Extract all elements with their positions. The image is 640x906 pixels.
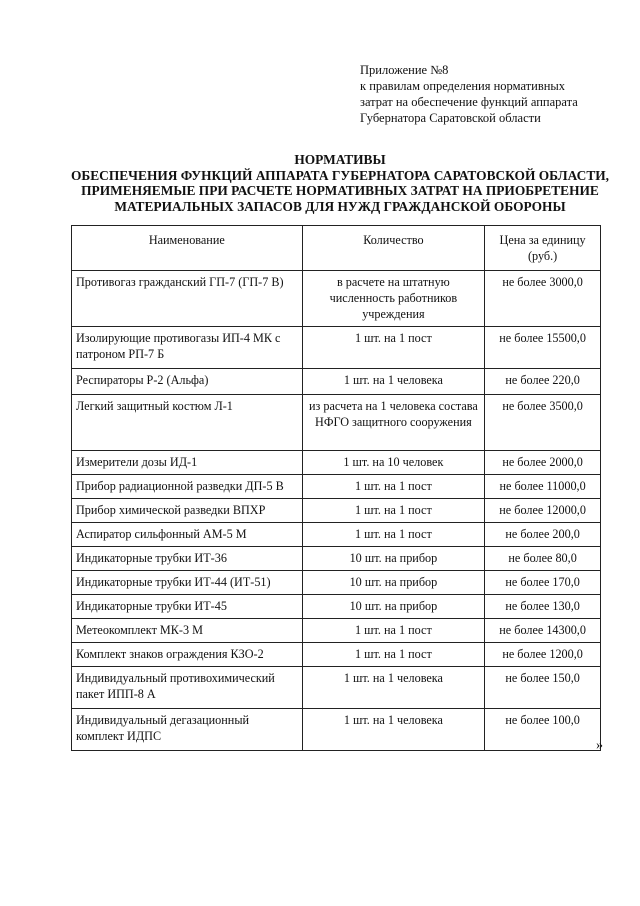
cell-quantity: в расчете на штатную численность работников учреждения	[302, 271, 485, 327]
table-row	[72, 451, 601, 475]
cell-name: Комплект знаков ограждения КЗО-2	[72, 643, 303, 667]
norms-table	[71, 225, 601, 751]
cell-price: не более 3500,0	[485, 395, 601, 451]
appendix-line: к правилам определения нормативных	[360, 79, 566, 93]
cell-price: не более 2000,0	[485, 451, 601, 475]
cell-price: не более 3000,0	[485, 271, 601, 327]
header-name: Наименование	[72, 226, 303, 271]
cell-price: не более 80,0	[485, 547, 601, 571]
cell-price: не более 12000,0	[485, 499, 601, 523]
cell-name: Индикаторные трубки ИТ-44 (ИТ-51)	[72, 571, 303, 595]
cell-name: Измерители дозы ИД-1	[72, 451, 303, 475]
cell-name: Легкий защитный костюм Л-1	[72, 395, 303, 451]
table-row	[72, 327, 601, 369]
title-line: ПРИМЕНЯЕМЫЕ ПРИ РАСЧЕТЕ НОРМАТИВНЫХ ЗАТРАТ НА ПРИОБРЕТЕНИЕ	[81, 183, 599, 198]
cell-name: Респираторы Р-2 (Альфа)	[72, 369, 303, 395]
cell-name: Метеокомплект МК-3 М	[72, 619, 303, 643]
cell-quantity: 10 шт. на прибор	[302, 595, 485, 619]
cell-quantity: 1 шт. на 1 пост	[302, 619, 485, 643]
table-row	[72, 667, 601, 709]
cell-price: не более 1200,0	[485, 643, 601, 667]
cell-price: не более 200,0	[485, 523, 601, 547]
cell-price: не более 11000,0	[485, 475, 601, 499]
title-line: ОБЕСПЕЧЕНИЯ ФУНКЦИЙ АППАРАТА ГУБЕРНАТОРА САРАТОВСКОЙ ОБЛАСТИ,	[70, 167, 610, 183]
cell-name: Прибор радиационной разведки ДП-5 В	[72, 475, 303, 499]
cell-name: Противогаз гражданский ГП-7 (ГП-7 В)	[72, 271, 303, 327]
cell-name: Аспиратор сильфонный АМ-5 М	[72, 523, 303, 547]
cell-quantity: 1 шт. на 1 человека	[302, 709, 485, 751]
cell-quantity: 1 шт. на 1 пост	[302, 523, 485, 547]
cell-quantity: 10 шт. на прибор	[302, 571, 485, 595]
cell-price: не более 100,0	[485, 709, 601, 751]
closing-quote-mark: »	[596, 738, 603, 753]
cell-price: не более 150,0	[485, 667, 601, 709]
cell-quantity: 1 шт. на 1 пост	[302, 643, 485, 667]
table-row	[72, 475, 601, 499]
appendix-note	[360, 62, 630, 126]
cell-price: не более 15500,0	[485, 327, 601, 369]
table-row	[72, 571, 601, 595]
cell-quantity: 1 шт. на 1 пост	[302, 327, 485, 369]
table-row	[72, 369, 601, 395]
appendix-number: Приложение №8	[360, 63, 449, 77]
title-heading: НОРМАТИВЫ	[294, 152, 386, 167]
cell-quantity: из расчета на 1 человека состава НФГО защитного сооружения	[302, 395, 485, 451]
cell-name: Индикаторные трубки ИТ-36	[72, 547, 303, 571]
table-row	[72, 709, 601, 751]
appendix-line: затрат на обеспечение функций аппарата	[360, 95, 578, 109]
cell-name: Индикаторные трубки ИТ-45	[72, 595, 303, 619]
table-row	[72, 499, 601, 523]
cell-name: Изолирующие противогазы ИП-4 МК с патроном РП-7 Б	[72, 327, 303, 369]
table-row	[72, 595, 601, 619]
cell-name: Индивидуальный противохимический пакет ИПП-8 А	[72, 667, 303, 709]
title-line: МАТЕРИАЛЬНЫХ ЗАПАСОВ ДЛЯ НУЖД ГРАЖДАНСКОЙ ОБОРОНЫ	[114, 198, 566, 214]
cell-price: не более 220,0	[485, 369, 601, 395]
cell-quantity: 1 шт. на 1 человека	[302, 667, 485, 709]
table-row	[72, 271, 601, 327]
cell-price: не более 170,0	[485, 571, 601, 595]
header-quantity: Количество	[302, 226, 485, 271]
cell-quantity: 10 шт. на прибор	[302, 547, 485, 571]
cell-price: не более 130,0	[485, 595, 601, 619]
table-header-row	[72, 226, 601, 271]
cell-quantity: 1 шт. на 1 человека	[302, 369, 485, 395]
appendix-line: Губернатора Саратовской области	[360, 111, 541, 125]
table-row	[72, 643, 601, 667]
cell-name: Индивидуальный дегазационный комплект ИДПС	[72, 709, 303, 751]
cell-name: Прибор химической разведки ВПХР	[72, 499, 303, 523]
table-row	[72, 523, 601, 547]
cell-quantity: 1 шт. на 1 пост	[302, 499, 485, 523]
table-row	[72, 395, 601, 451]
table-row	[72, 619, 601, 643]
document-title	[40, 152, 640, 214]
table-row	[72, 547, 601, 571]
header-price: Цена за единицу (руб.)	[485, 226, 601, 271]
cell-quantity: 1 шт. на 10 человек	[302, 451, 485, 475]
cell-price: не более 14300,0	[485, 619, 601, 643]
cell-quantity: 1 шт. на 1 пост	[302, 475, 485, 499]
